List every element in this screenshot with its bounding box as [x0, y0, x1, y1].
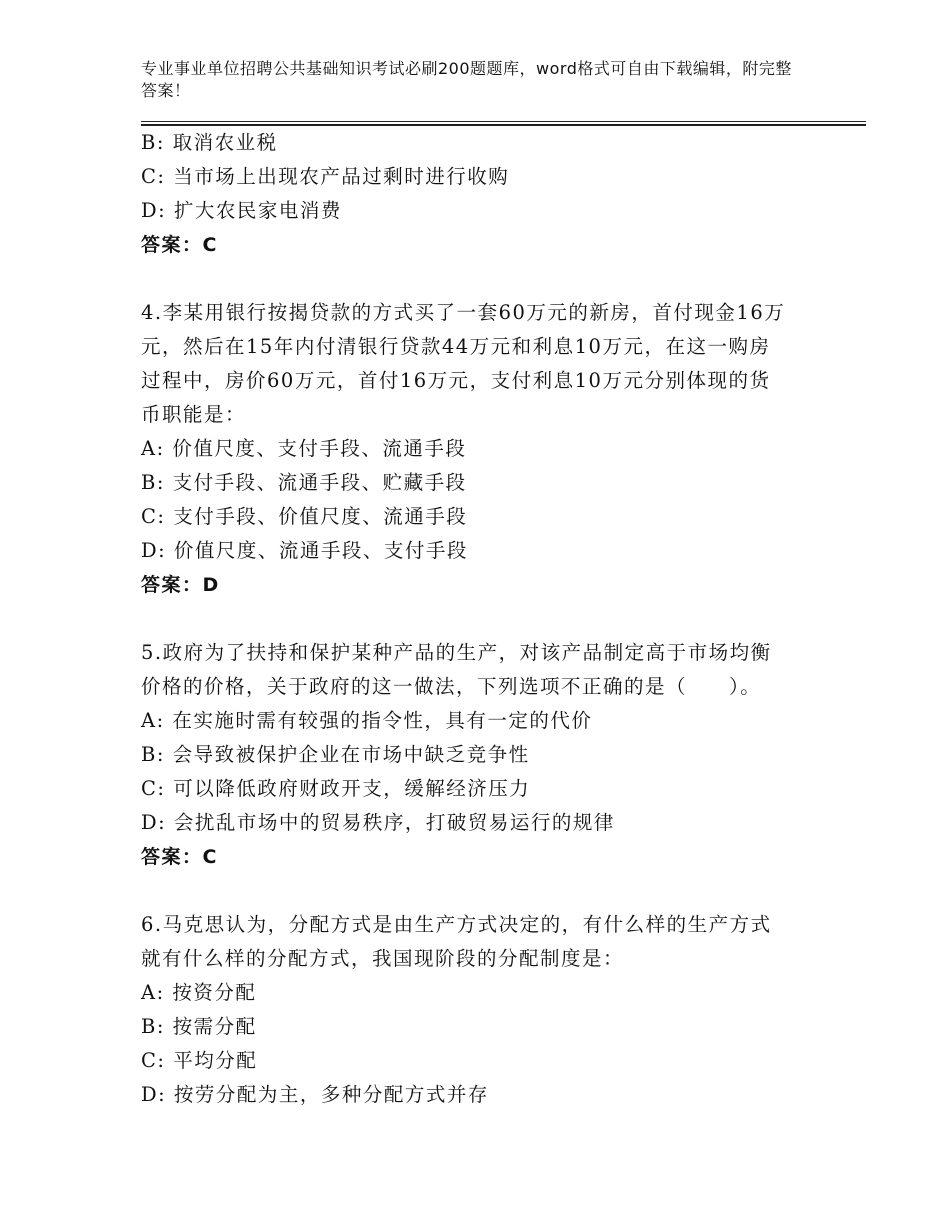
option-d: D: 会扰乱市场中的贸易秩序，打破贸易运行的规律	[141, 811, 615, 834]
option-d: D: 价值尺度、流通手段、支付手段	[141, 539, 468, 562]
question-6	[141, 908, 821, 1112]
question-5	[141, 636, 821, 874]
question-4	[141, 296, 821, 602]
answer: 答案：C	[141, 234, 218, 256]
header-rule-thin	[141, 121, 866, 122]
answer: 答案：C	[141, 846, 218, 868]
question-stem-line: 5.政府为了扶持和保护某种产品的生产，对该产品制定高于市场均衡	[141, 641, 772, 664]
answer: 答案：D	[141, 574, 220, 596]
question-stem-line: 就有什么样的分配方式，我国现阶段的分配制度是：	[141, 947, 625, 970]
option-a: A: 在实施时需有较强的指令性，具有一定的代价	[141, 709, 593, 732]
option-c: C: 平均分配	[141, 1049, 258, 1072]
question-stem-line: 币职能是：	[141, 403, 247, 426]
page-header: 专业事业单位招聘公共基础知识考试必刷200题题库，word格式可自由下载编辑，附完整答案！	[141, 59, 792, 100]
question-stem-line: 4.李某用银行按揭贷款的方式买了一套60万元的新房，首付现金16万	[141, 301, 786, 324]
option-b: B: 取消农业税	[141, 131, 278, 154]
question-stem-line: 过程中，房价60万元，首付16万元，支付利息10万元分别体现的货	[141, 369, 771, 392]
option-d: D: 扩大农民家电消费	[141, 199, 342, 222]
question-stem-line: 价格的价格，关于政府的这一做法，下列选项不正确的是（ ）。	[141, 675, 762, 698]
option-a: A: 价值尺度、支付手段、流通手段	[141, 437, 467, 460]
option-b: B: 按需分配	[141, 1015, 257, 1038]
option-c: C: 可以降低政府财政开支，缓解经济压力	[141, 777, 531, 800]
question-stem-line: 元，然后在15年内付清银行贷款44万元和利息10万元，在这一购房	[141, 335, 771, 358]
option-a: A: 按资分配	[141, 981, 257, 1004]
option-c: C: 当市场上出现农产品过剩时进行收购	[141, 165, 510, 188]
question-3	[141, 126, 821, 262]
option-b: B: 会导致被保护企业在市场中缺乏竞争性	[141, 743, 530, 766]
option-b: B: 支付手段、流通手段、贮藏手段	[141, 471, 467, 494]
question-stem-line: 6.马克思认为，分配方式是由生产方式决定的，有什么样的生产方式	[141, 913, 772, 936]
option-c: C: 支付手段、价值尺度、流通手段	[141, 505, 468, 528]
option-d: D: 按劳分配为主，多种分配方式并存	[141, 1083, 489, 1106]
question-content	[141, 126, 821, 1112]
